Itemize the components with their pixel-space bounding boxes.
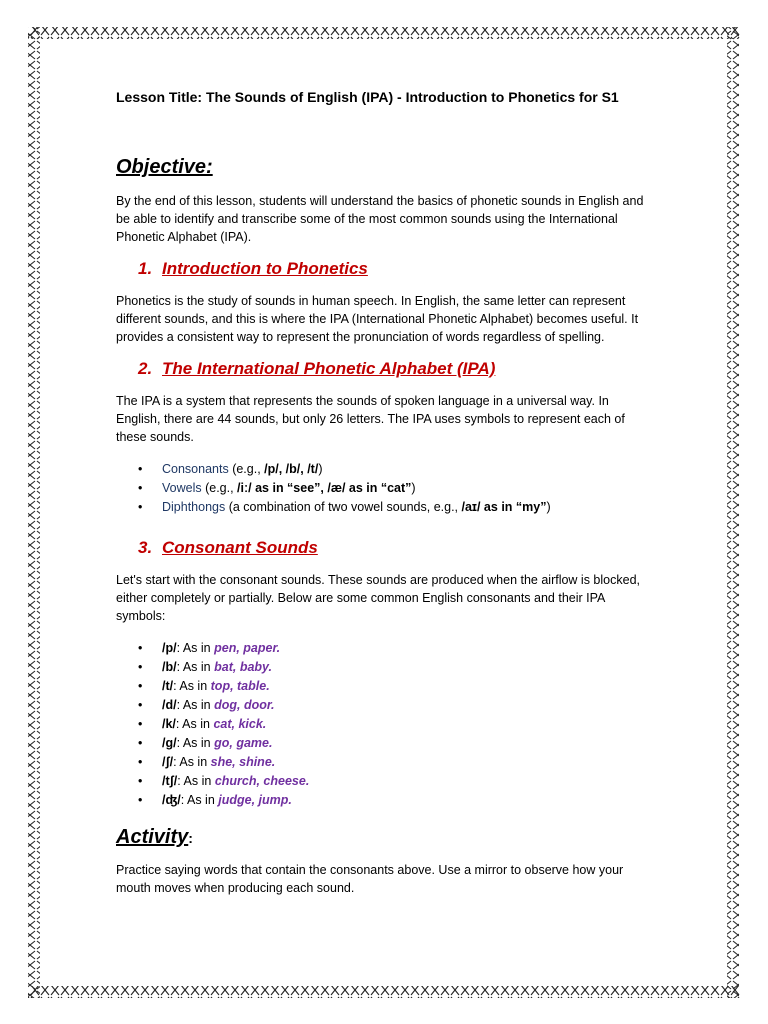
objective-text: By the end of this lesson, students will understand the basics of phonetic sounds in English and be able to identify and transcribe some of the most common sounds using the International Phonetic Alphabet (IPA). bbox=[116, 194, 644, 244]
list-item: • /ʤ/: As in judge, jump. bbox=[116, 791, 656, 810]
list-item: • /p/: As in pen, paper. bbox=[116, 639, 656, 658]
objective-heading: Objective: bbox=[116, 156, 213, 178]
activity-heading bbox=[116, 824, 656, 851]
section-2-text: The IPA is a system that represents the sounds of spoken language in a universal way. In English, there are 44 sounds, but only 26 letters. The IPA uses symbols to represent each of these sounds. bbox=[116, 394, 625, 444]
list-item: • /t/: As in top, table. bbox=[116, 677, 656, 696]
activity-title: Activity bbox=[116, 826, 189, 848]
section-3-heading bbox=[138, 537, 656, 559]
list-item: • /tʃ/: As in church, cheese. bbox=[116, 772, 656, 791]
list-item: • /b/: As in bat, baby. bbox=[116, 658, 656, 677]
consonant-list bbox=[116, 639, 656, 810]
list-item: • /k/: As in cat, kick. bbox=[116, 715, 656, 734]
list-item: • /g/: As in go, game. bbox=[116, 734, 656, 753]
section-2-heading bbox=[138, 358, 656, 380]
activity-colon: : bbox=[188, 830, 193, 846]
section-1-heading bbox=[138, 258, 656, 280]
section-3-title: Consonant Sounds bbox=[162, 538, 318, 557]
lesson-title: Lesson Title: The Sounds of English (IPA) - Introduction to Phonetics for S1 bbox=[116, 89, 619, 105]
section-2-number: 2. bbox=[138, 359, 153, 378]
list-item: • Vowels (e.g., /iː/ as in “see”, /æ/ as in “cat”) bbox=[116, 479, 656, 498]
section-2-title: The International Phonetic Alphabet (IPA) bbox=[162, 359, 496, 378]
document-body bbox=[116, 86, 656, 897]
list-item: • Diphthongs (a combination of two vowel sounds, e.g., /aɪ/ as in “my”) bbox=[116, 498, 656, 517]
section-1-number: 1. bbox=[138, 259, 153, 278]
section-3-text: Let's start with the consonant sounds. These sounds are produced when the airflow is blocked, either completely or partially. Below are some common English consonants and their IPA symbols: bbox=[116, 573, 640, 623]
list-item: • Consonants (e.g., /p/, /b/, /t/) bbox=[116, 460, 656, 479]
section-1-title: Introduction to Phonetics bbox=[162, 259, 368, 278]
list-item: • /ʃ/: As in she, shine. bbox=[116, 753, 656, 772]
list-item: • /d/: As in dog, door. bbox=[116, 696, 656, 715]
activity-text: Practice saying words that contain the consonants above. Use a mirror to observe how your mouth moves when producing each sound. bbox=[116, 863, 624, 895]
section-1-text: Phonetics is the study of sounds in human speech. In English, the same letter can represent different sounds, and this is where the IPA (International Phonetic Alphabet) becomes useful. It provides a consistent way to represent the pronunciation of words regardless of spelling. bbox=[116, 294, 639, 344]
section-3-number: 3. bbox=[138, 538, 153, 557]
sound-types-list bbox=[116, 460, 656, 517]
